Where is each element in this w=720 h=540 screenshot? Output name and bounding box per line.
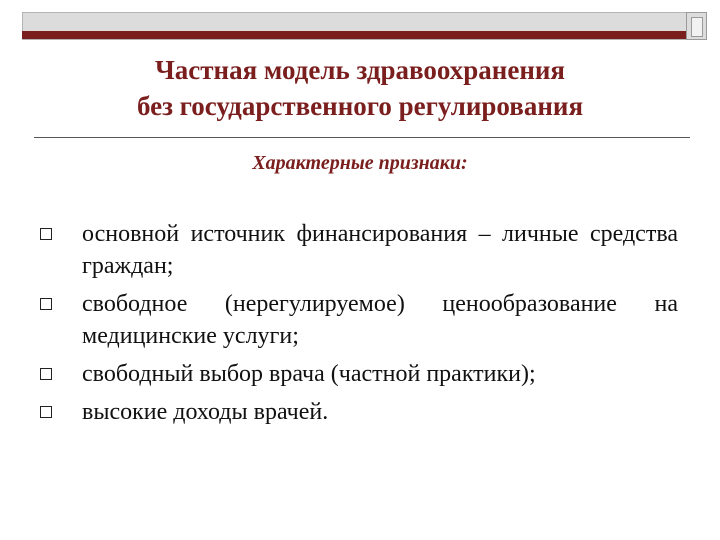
slide-title-line-2: без государственного регулирования [136, 91, 584, 121]
slide-title [60, 52, 660, 124]
list-item [38, 218, 678, 282]
title-divider [34, 137, 690, 138]
square-bullet-icon [40, 298, 52, 310]
slide-title-line-1: Частная модель здравоохранения [154, 55, 566, 85]
feature-list [38, 218, 678, 434]
list-item-text: основной источник финансирования – личные средства граждан; [82, 221, 678, 279]
square-bullet-icon [40, 368, 52, 380]
list-item-text: свободное (нерегулируемое) ценообразование на медицинские услуги; [82, 291, 678, 349]
list-item [38, 288, 678, 352]
square-bullet-icon [40, 228, 52, 240]
corner-decoration [686, 12, 707, 40]
corner-decoration-inner [691, 17, 703, 37]
list-item-text: свободный выбор врача (частной практики); [82, 361, 536, 387]
slide-subtitle: Характерные признаки: [252, 152, 468, 174]
square-bullet-icon [40, 406, 52, 418]
list-item [38, 358, 678, 390]
list-item [38, 396, 678, 428]
header-accent-line [22, 31, 692, 39]
list-item-text: высокие доходы врачей. [82, 399, 329, 425]
